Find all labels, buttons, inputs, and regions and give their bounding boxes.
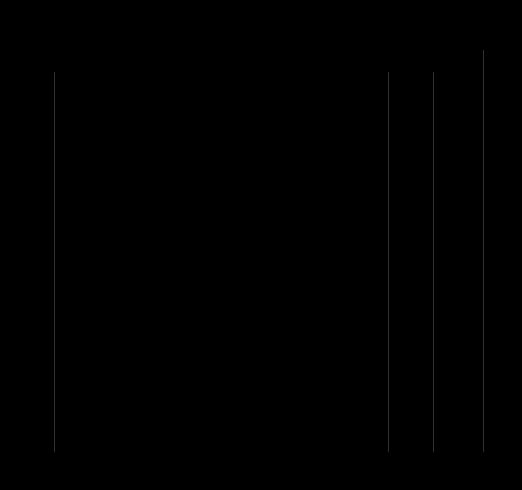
- footnote: * Ympäristöluvat ja päästöjen vähentäminen ympäristöraportoinnin mukaisesti: [28, 460, 323, 468]
- row-label-text: Hiilivoiman päästöjen vähentäminen: [108, 351, 228, 359]
- row-code: 31.40.24: [62, 398, 91, 406]
- row-value-1: 6,0: [411, 351, 422, 359]
- table-rule-left: [54, 72, 55, 452]
- row-value-2: 131,3: [450, 241, 469, 249]
- row-label: Lisäpäästöjen ympäristövaikutukset: [108, 255, 226, 263]
- row-value-2: 112,0: [450, 313, 469, 321]
- row-value-1: 4,1: [411, 204, 422, 212]
- row-code: 31.20.11: [62, 84, 91, 92]
- row-note: (Ympäristöluvan muutoksen käsittely ja ympäristöraportin päivitys) ja ympäristöraportoinnin valmistelu: [108, 213, 336, 231]
- row-note: (Hiilivoiman lisäpäästöt, ympäristöluvan muuttaminen ja ympäristöraportoinnin päivitys) sekä ympäristöraportti: [108, 322, 368, 340]
- row-label: [108, 351, 390, 370]
- row-value-1: 0,1: [411, 398, 422, 406]
- row-value-1: 1,5: [411, 153, 422, 161]
- row-label-text: Ympäristöpäätösten vaikutukset: [108, 313, 214, 321]
- row-value-1: 150,0: [403, 241, 422, 249]
- row-code: 31.30.21: [62, 204, 91, 212]
- subtotal-value-2: 236,4: [448, 426, 469, 434]
- row-note: (Ympäristöluvat): [108, 383, 163, 392]
- row-code: 31.40.21: [62, 313, 91, 321]
- row-note: Päätös käsitellään Ympäristöministeriön ympäristöluvat 31.05.2021, 31.05.2021 ja 31.05.2021 ympäristöluvilla ja ympäristöraportoinnissa 2.3.: [108, 93, 378, 111]
- row-value-2: 100,0: [450, 374, 469, 382]
- row-label-text: Hiilivoimaloiden ympäristö- ja käyttöönottopäätös: [108, 84, 293, 92]
- row-value-1: 144,0: [403, 313, 422, 321]
- subtotal-label: Yhteensä: [108, 426, 143, 434]
- subtotal-value-2: 206,7: [448, 269, 469, 277]
- row-label: Hiilivoiman lisäpäästöjen ympäristövaikutusten arviointi: [108, 398, 291, 406]
- row-value-2: 78,0: [454, 255, 469, 263]
- row-code: 31.40.23: [62, 374, 91, 382]
- row-code: 31.30.23: [62, 255, 91, 263]
- row-note: (Ympäristöluvat): [108, 360, 163, 369]
- subtotal-value-1: 231,1: [401, 426, 422, 434]
- row-label: [108, 204, 390, 233]
- row-value-1: 2,9: [411, 84, 422, 92]
- table-title: Taulukko 2. Hiilivoiman lisäpäästöt ympäristöoloista, varovasti ja välittömästi: [28, 38, 319, 46]
- row-value-2: 1,8: [458, 153, 469, 161]
- row-label-text: Ympäristöpäätösten muutokset: [108, 374, 211, 382]
- row-label: Päästöjen vähentäminen ja ympäristöraportointi: [108, 241, 266, 249]
- row-label: [108, 313, 390, 342]
- row-label: Ympäristöraportoinnin ja päästöjen valvonta: [108, 412, 253, 420]
- table-rule-right: [483, 50, 484, 452]
- row-code: 31.40.22: [62, 351, 91, 359]
- row-label: [108, 84, 390, 113]
- row-value-2: 6,0: [458, 351, 469, 359]
- row-code: 31.40.25: [62, 412, 91, 420]
- row-code: 31.20.21: [62, 153, 91, 161]
- subtotal-value-1: 183,5: [401, 269, 422, 277]
- table-rule-value-mid: [433, 72, 434, 452]
- row-label: [108, 374, 390, 393]
- row-label: Ympäristöpäätöksen muutoksen valmisteluun liittyvä päätös: [108, 153, 306, 161]
- row-value-2: 2,1: [458, 84, 469, 92]
- row-code: 31.30.22: [62, 241, 91, 249]
- row-label-text: Ympäristölupien käsittelyyn: [108, 204, 199, 212]
- row-value-2: 4,1: [458, 204, 469, 212]
- row-value-2: 1,5: [458, 412, 469, 420]
- subtotal-label: Yhteensä: [108, 269, 143, 277]
- row-value-1: 40,0: [407, 374, 422, 382]
- row-value-2: 0,1: [458, 398, 469, 406]
- row-value-1: 70,0: [407, 255, 422, 263]
